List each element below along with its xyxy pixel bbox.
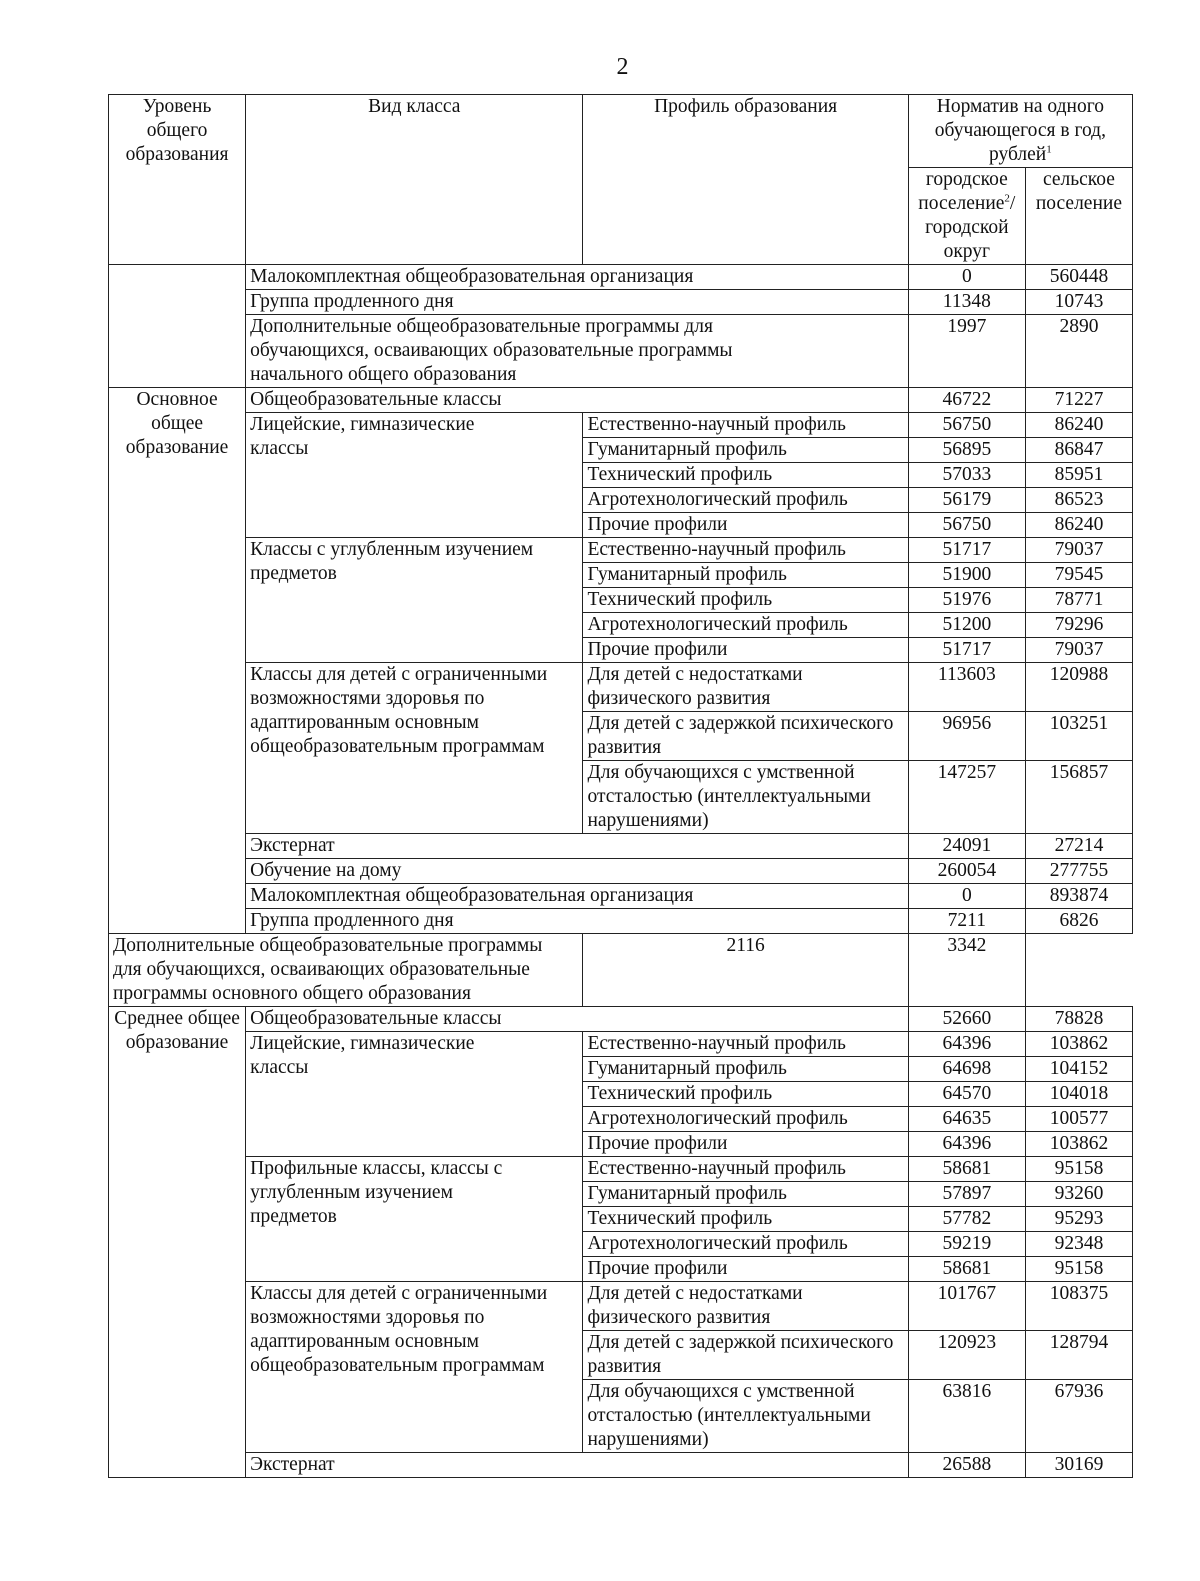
class-type-cell: Классы для детей с ограниченными возможностями здоровья по адаптированным основным общеобразовательным программам <box>246 1282 583 1453</box>
rural-value: 93260 <box>1025 1182 1132 1207</box>
table-row <box>109 1157 1133 1182</box>
urban-value: 57782 <box>908 1207 1025 1232</box>
table-row <box>109 934 1133 1007</box>
table-row <box>109 1282 1133 1331</box>
urban-value: 147257 <box>908 761 1025 834</box>
urban-value: 58681 <box>908 1257 1025 1282</box>
row-name: Общеобразовательные классы <box>246 388 909 413</box>
profile-name: Для детей с задержкой психического развития <box>583 1331 908 1380</box>
urban-value: 51717 <box>908 638 1025 663</box>
row-name: Малокомплектная общеобразовательная организация <box>246 265 909 290</box>
row-name: Экстернат <box>246 1453 909 1478</box>
profile-name: Агротехнологический профиль <box>583 488 908 513</box>
urban-value: 7211 <box>908 909 1025 934</box>
rural-value: 86240 <box>1025 413 1132 438</box>
rural-value: 893874 <box>1025 884 1132 909</box>
rural-value: 277755 <box>1025 859 1132 884</box>
row-name: Экстернат <box>246 834 909 859</box>
urban-value: 51200 <box>908 613 1025 638</box>
row-name: Малокомплектная общеобразовательная организация <box>246 884 909 909</box>
profile-name: Технический профиль <box>583 1082 908 1107</box>
header-urban-b: / городской округ <box>925 193 1016 262</box>
table-row <box>109 1453 1133 1478</box>
profile-name: Гуманитарный профиль <box>583 563 908 588</box>
rural-value: 95293 <box>1025 1207 1132 1232</box>
urban-value: 56895 <box>908 438 1025 463</box>
profile-name: Агротехнологический профиль <box>583 1107 908 1132</box>
urban-value: 64635 <box>908 1107 1025 1132</box>
urban-value: 0 <box>908 884 1025 909</box>
level-cell-basic: Основное общее образование <box>109 388 246 934</box>
row-name: Обучение на дому <box>246 859 909 884</box>
row-name: Дополнительные общеобразовательные программы для обучающихся, осваивающих образовательные программы начального общего образования <box>246 315 909 388</box>
header-profile: Профиль образования <box>583 95 908 265</box>
urban-value: 0 <box>908 265 1025 290</box>
rural-value: 79037 <box>1025 638 1132 663</box>
urban-value: 64396 <box>908 1132 1025 1157</box>
profile-name: Для детей с недостатками физического развития <box>583 663 908 712</box>
page-number: 2 <box>616 54 629 80</box>
urban-value: 57897 <box>908 1182 1025 1207</box>
rural-value: 103251 <box>1025 712 1132 761</box>
rural-value: 86847 <box>1025 438 1132 463</box>
rural-value: 78828 <box>1025 1007 1132 1032</box>
urban-value: 51976 <box>908 588 1025 613</box>
urban-value: 2116 <box>583 934 908 1007</box>
urban-value: 64396 <box>908 1032 1025 1057</box>
profile-name: Агротехнологический профиль <box>583 613 908 638</box>
rural-value: 156857 <box>1025 761 1132 834</box>
rural-value: 79545 <box>1025 563 1132 588</box>
row-name: Группа продленного дня <box>246 290 909 315</box>
profile-name: Естественно-научный профиль <box>583 1157 908 1182</box>
urban-value: 57033 <box>908 463 1025 488</box>
rural-value: 3342 <box>908 934 1025 1007</box>
rural-value: 79296 <box>1025 613 1132 638</box>
profile-name: Для детей с задержкой психического развития <box>583 712 908 761</box>
urban-value: 1997 <box>908 315 1025 388</box>
profile-name: Гуманитарный профиль <box>583 438 908 463</box>
profile-name: Технический профиль <box>583 588 908 613</box>
table-row <box>109 663 1133 712</box>
header-level: Уровень общего образования <box>109 95 246 265</box>
urban-value: 96956 <box>908 712 1025 761</box>
urban-value: 26588 <box>908 1453 1025 1478</box>
rural-value: 560448 <box>1025 265 1132 290</box>
urban-value: 46722 <box>908 388 1025 413</box>
header-urban <box>908 168 1025 265</box>
level-cell-primary <box>109 265 246 388</box>
profile-name: Гуманитарный профиль <box>583 1182 908 1207</box>
header-class-type: Вид класса <box>246 95 583 265</box>
urban-value: 58681 <box>908 1157 1025 1182</box>
table-row <box>109 388 1133 413</box>
rural-value: 2890 <box>1025 315 1132 388</box>
rural-value: 6826 <box>1025 909 1132 934</box>
rural-value: 79037 <box>1025 538 1132 563</box>
table-row <box>109 290 1133 315</box>
urban-value: 24091 <box>908 834 1025 859</box>
class-type-cell: Классы для детей с ограниченными возможностями здоровья по адаптированным основным общеобразовательным программам <box>246 663 583 834</box>
class-type-cell: Классы с углубленным изучением предметов <box>246 538 583 663</box>
profile-name: Естественно-научный профиль <box>583 1032 908 1057</box>
rural-value: 100577 <box>1025 1107 1132 1132</box>
profile-name: Агротехнологический профиль <box>583 1232 908 1257</box>
profile-name: Гуманитарный профиль <box>583 1057 908 1082</box>
rural-value: 27214 <box>1025 834 1132 859</box>
header-rural: сельское поселение <box>1025 168 1132 265</box>
profile-name: Технический профиль <box>583 463 908 488</box>
urban-value: 63816 <box>908 1380 1025 1453</box>
row-name: Дополнительные общеобразовательные программы для обучающихся, осваивающих образовательные программы основного общего образования <box>109 934 583 1007</box>
rural-value: 103862 <box>1025 1132 1132 1157</box>
table-row <box>109 413 1133 438</box>
class-type-cell: Профильные классы, классы с углубленным изучением предметов <box>246 1157 583 1282</box>
table-row <box>109 909 1133 934</box>
urban-value: 64570 <box>908 1082 1025 1107</box>
urban-value: 59219 <box>908 1232 1025 1257</box>
profile-name: Для детей с недостатками физического развития <box>583 1282 908 1331</box>
urban-value: 64698 <box>908 1057 1025 1082</box>
profile-name: Технический профиль <box>583 1207 908 1232</box>
class-type-cell: Лицейские, гимназические классы <box>246 413 583 538</box>
rural-value: 120988 <box>1025 663 1132 712</box>
header-urban-footnote: 2 <box>1004 192 1010 205</box>
rural-value: 71227 <box>1025 388 1132 413</box>
profile-name: Для обучающихся с умственной отсталостью (интеллектуальными нарушениями) <box>583 761 908 834</box>
urban-value: 101767 <box>908 1282 1025 1331</box>
rural-value: 10743 <box>1025 290 1132 315</box>
profile-name: Естественно-научный профиль <box>583 538 908 563</box>
header-urban-a: городское поселение <box>918 169 1008 214</box>
header-norm-text: Норматив на одного обучающегося в год, рублей <box>934 96 1106 165</box>
table-row <box>109 859 1133 884</box>
urban-value: 51717 <box>908 538 1025 563</box>
rural-value: 104152 <box>1025 1057 1132 1082</box>
profile-name: Прочие профили <box>583 638 908 663</box>
urban-value: 113603 <box>908 663 1025 712</box>
table-row <box>109 315 1133 388</box>
rural-value: 92348 <box>1025 1232 1132 1257</box>
urban-value: 51900 <box>908 563 1025 588</box>
profile-name: Прочие профили <box>583 513 908 538</box>
rural-value: 85951 <box>1025 463 1132 488</box>
profile-name: Для обучающихся с умственной отсталостью (интеллектуальными нарушениями) <box>583 1380 908 1453</box>
rural-value: 104018 <box>1025 1082 1132 1107</box>
rural-value: 95158 <box>1025 1257 1132 1282</box>
norms-table <box>108 94 1133 1478</box>
level-cell-secondary: Среднее общее образование <box>109 1007 246 1478</box>
rural-value: 86523 <box>1025 488 1132 513</box>
urban-value: 56750 <box>908 413 1025 438</box>
urban-value: 52660 <box>908 1007 1025 1032</box>
row-name: Общеобразовательные классы <box>246 1007 909 1032</box>
header-norm-footnote: 1 <box>1046 143 1052 156</box>
header-row <box>109 95 1133 168</box>
urban-value: 260054 <box>908 859 1025 884</box>
rural-value: 103862 <box>1025 1032 1132 1057</box>
rural-value: 128794 <box>1025 1331 1132 1380</box>
rural-value: 108375 <box>1025 1282 1132 1331</box>
urban-value: 120923 <box>908 1331 1025 1380</box>
rural-value: 78771 <box>1025 588 1132 613</box>
profile-name: Прочие профили <box>583 1132 908 1157</box>
profile-name: Естественно-научный профиль <box>583 413 908 438</box>
rural-value: 67936 <box>1025 1380 1132 1453</box>
table-row <box>109 1032 1133 1057</box>
table-row <box>109 265 1133 290</box>
table-row <box>109 884 1133 909</box>
rural-value: 30169 <box>1025 1453 1132 1478</box>
rural-value: 95158 <box>1025 1157 1132 1182</box>
table-row <box>109 1007 1133 1032</box>
table-row <box>109 834 1133 859</box>
table-row <box>109 538 1133 563</box>
urban-value: 56750 <box>908 513 1025 538</box>
header-norm <box>908 95 1132 168</box>
rural-value: 86240 <box>1025 513 1132 538</box>
profile-name: Прочие профили <box>583 1257 908 1282</box>
class-type-cell: Лицейские, гимназические классы <box>246 1032 583 1157</box>
urban-value: 11348 <box>908 290 1025 315</box>
urban-value: 56179 <box>908 488 1025 513</box>
row-name: Группа продленного дня <box>246 909 909 934</box>
